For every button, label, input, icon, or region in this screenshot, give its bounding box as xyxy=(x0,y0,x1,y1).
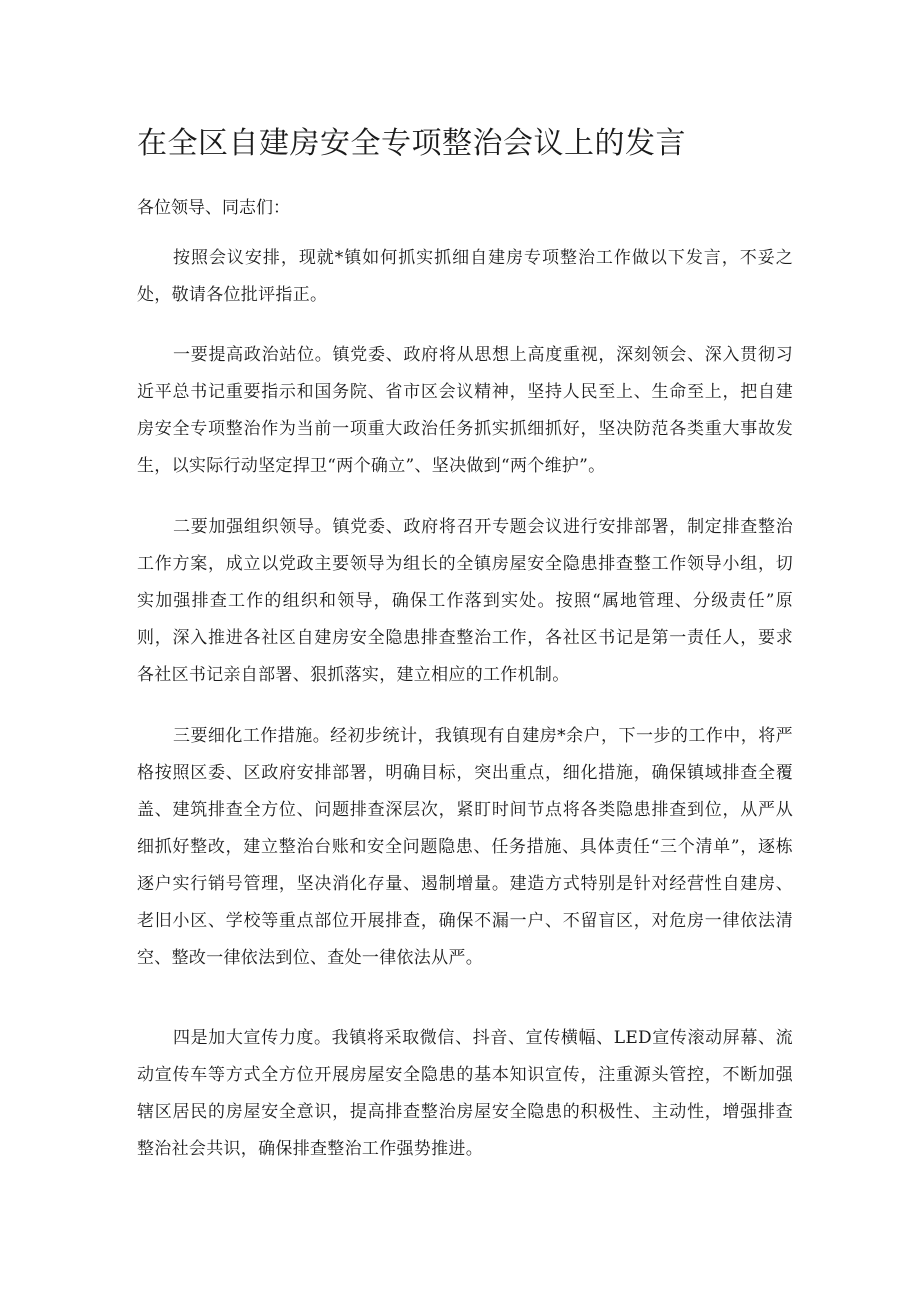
paragraph-publicity: 四是加大宣传力度。我镇将采取微信、抖音、宣传横幅、LED宣传滚动屏幕、流动宣传车等方式全方位开展房屋安全隐患的基本知识宣传，注重源头管控，不断加强辖区居民的房屋安全意识，提高排查整治房屋安全隐患的积极性、主动性，增强排查整治社会共识，确保排查整治工作强势推进。 xyxy=(137,1028,793,1159)
document-title: 在全区自建房安全专项整治会议上的发言 xyxy=(137,126,686,161)
paragraph-organization-leadership: 二要加强组织领导。镇党委、政府将召开专题会议进行安排部署，制定排查整治工作方案，成立以党政主要领导为组长的全镇房屋安全隐患排查整工作领导小组，切实加强排查工作的组织和领导，确保工作落到实处。按照“属地管理、分级责任”原则，深入推进各社区自建房安全隐患排查整治工作，各社区书记是第一责任人，要求各社区书记亲自部署、狠抓落实，建立相应的工作机制。 xyxy=(137,517,793,685)
paragraph-political-stance: 一要提高政治站位。镇党委、政府将从思想上高度重视，深刻领会、深入贯彻习近平总书记重要指示和国务院、省市区会议精神，坚持人民至上、生命至上，把自建房安全专项整治作为当前一项重大政治任务抓实抓细抓好，坚决防范各类重大事故发生，以实际行动坚定捍卫“两个确立”、坚决做到“两个维护”。 xyxy=(137,345,793,476)
paragraph-work-measures: 三要细化工作措施。经初步统计，我镇现有自建房*余户，下一步的工作中，将严格按照区委、区政府安排部署，明确目标，突出重点，细化措施，确保镇域排查全覆盖、建筑排查全方位、问题排查深层次，紧盯时间节点将各类隐患排查到位，从严从细抓好整改，建立整治台账和安全问题隐患、任务措施、具体责任“三个清单”，逐栋逐户实行销号管理，坚决消化存量、遏制增量。建造方式特别是针对经营性自建房、老旧小区、学校等重点部位开展排查，确保不漏一户、不留盲区，对危房一律依法清空、整改一律依法到位、查处一律依法从严。 xyxy=(137,726,793,968)
salutation: 各位领导、同志们： xyxy=(137,198,290,218)
paragraph-intro: 按照会议安排，现就*镇如何抓实抓细自建房专项整治工作做以下发言，不妥之处，敬请各位批评指正。 xyxy=(137,248,793,305)
